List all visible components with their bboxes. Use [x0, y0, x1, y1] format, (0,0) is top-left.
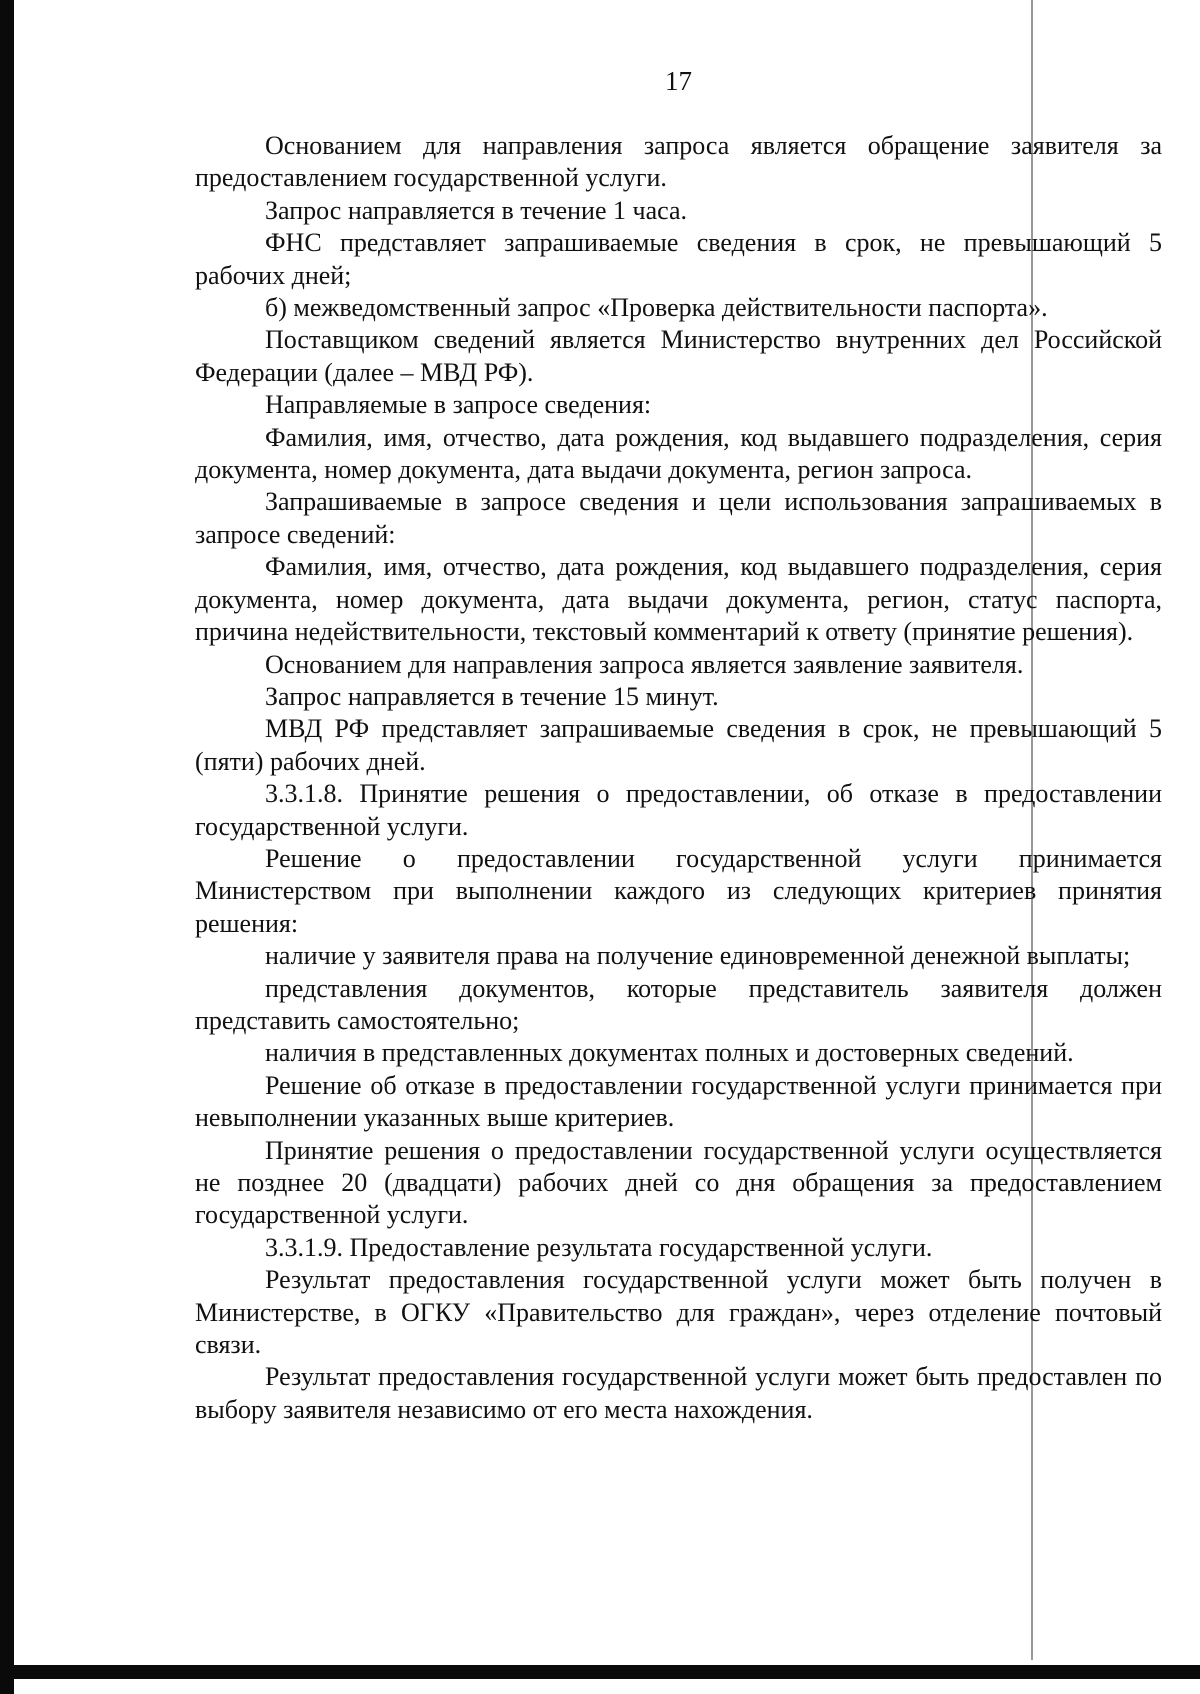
paragraph: Результат предоставления государственной услуги может быть получен в Министерстве, в ОГКУ «Правительство для граждан», через отделение почтовый связи.	[195, 1265, 1162, 1360]
document-body	[195, 130, 1162, 1426]
page-number: 17	[665, 66, 692, 96]
paragraph: Основанием для направления запроса является обращение заявителя за предоставлением государственной услуги.	[195, 131, 1162, 193]
paragraph: Основанием для направления запроса является заявление заявителя.	[265, 649, 1024, 679]
paragraph: Принятие решения о предоставлении государственной услуги осуществляется не позднее 20 (двадцати) рабочих дней со дня обращения за предоставлением государственной услуги.	[195, 1135, 1162, 1230]
scan-edge-bottom	[0, 1665, 1200, 1679]
section-heading-3-3-1-9: 3.3.1.9. Предоставление результата государственной услуги.	[265, 1232, 933, 1262]
paragraph: б) межведомственный запрос «Проверка действительности паспорта».	[265, 293, 1048, 323]
paragraph: Фамилия, имя, отчество, дата рождения, код выдавшего подразделения, серия документа, номер документа, дата выдачи документа, регион запроса.	[195, 422, 1162, 485]
paragraph: Поставщиком сведений является Министерство внутренних дел Российской Федерации (далее – МВД РФ).	[195, 325, 1162, 387]
scan-edge-left	[0, 0, 14, 1694]
criteria-item: представления документов, которые представитель заявителя должен представить самостоятельно;	[195, 973, 1162, 1035]
paragraph: Фамилия, имя, отчество, дата рождения, код выдавшего подразделения, серия документа, номер документа, дата выдачи документа, регион, статус паспорта, причина недействительности, текстовый комментарий к ответу (принятие решения).	[195, 552, 1162, 647]
paragraph: ФНС представляет запрашиваемые сведения в срок, не превышающий 5 рабочих дней;	[195, 228, 1162, 290]
paragraph: Запрос направляется в течение 15 минут.	[265, 681, 719, 711]
paragraph: Запрос направляется в течение 1 часа.	[265, 195, 688, 225]
paragraph: МВД РФ представляет запрашиваемые сведения в срок, не превышающий 5 (пяти) рабочих дней.	[195, 714, 1162, 776]
section-heading-3-3-1-8: 3.3.1.8. Принятие решения о предоставлении, об отказе в предоставлении государственной услуги.	[195, 779, 1162, 841]
paragraph: Решение о предоставлении государственной услуги принимается Министерством при выполнении каждого из следующих критериев принятия решения:	[195, 843, 1162, 938]
paragraph: Направляемые в запросе сведения:	[265, 390, 652, 420]
paragraph: Решение об отказе в предоставлении государственной услуги принимается при невыполнении указанных выше критериев.	[195, 1070, 1162, 1133]
criteria-item: наличия в представленных документах полных и достоверных сведений.	[265, 1038, 1074, 1068]
paragraph: Запрашиваемые в запросе сведения и цели использования запрашиваемых в запросе сведений:	[195, 487, 1162, 549]
criteria-item: наличие у заявителя права на получение единовременной денежной выплаты;	[265, 941, 1131, 971]
paragraph: Результат предоставления государственной услуги может быть предоставлен по выбору заявителя независимо от его места нахождения.	[195, 1362, 1162, 1424]
